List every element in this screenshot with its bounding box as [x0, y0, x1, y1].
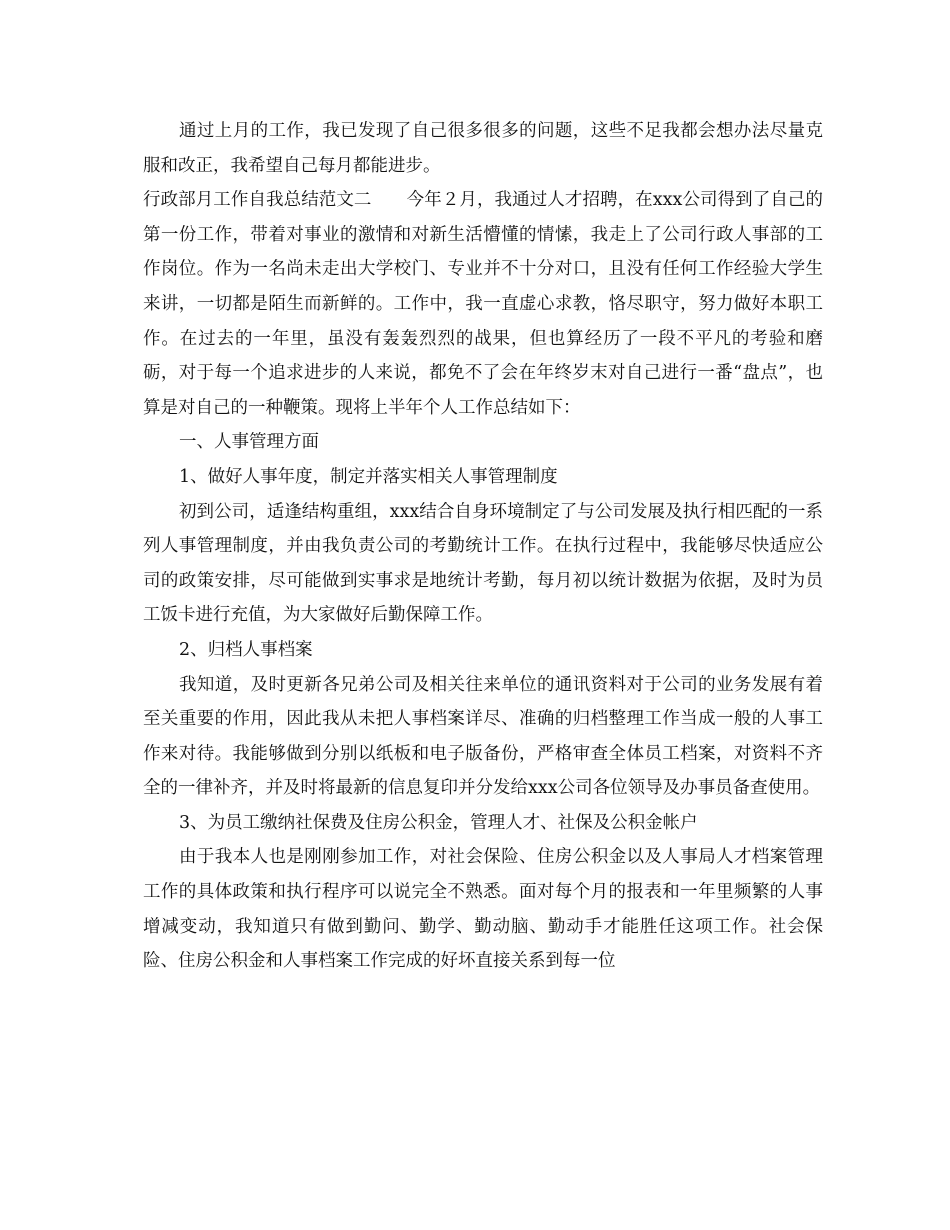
section-heading-personnel: 一、人事管理方面	[179, 432, 319, 453]
paragraph-3: 由于我本人也是刚刚参加工作，对社会保险、住房公积金以及人事局人才档案管理工作的具体政策和执行程序可以说完全不熟悉。面对每个月的报表和一年里频繁的人事增减变动，我知道只有做到勤问、勤学、勤动脑、勤动手才能胜任这项工作。社会保险、住房公积金和人事档案工作完成的好坏直接关系到每一位	[143, 847, 823, 972]
subheading-2: 2、归档人事档案	[179, 639, 313, 660]
paragraph-intro: 通过上月的工作，我已发现了自己很多很多的问题，这些不足我都会想办法尽量克服和改正，我希望自己每月都能进步。	[143, 121, 823, 176]
subheading-3: 3、为员工缴纳社保费及住房公积金，管理人才、社保及公积金帐户	[179, 812, 698, 833]
paragraph-1: 初到公司，适逢结构重组，xxx结合自身环境制定了与公司发展及执行相匹配的一系列人事管理制度，并由我负责公司的考勤统计工作。在执行过程中，我能够尽快适应公司的政策安排，尽可能做到实事求是地统计考勤，每月初以统计数据为依据，及时为员工饭卡进行充值，为大家做好后勤保障工作。	[143, 501, 823, 626]
document-body	[143, 114, 823, 979]
paragraph-summary-title: 行政部月工作自我总结范文二 今年２月，我通过人才招聘，在xxx公司得到了自己的第一份工作，带着对事业的激情和对新生活懵懂的情愫，我走上了公司行政人事部的工作岗位。作为一名尚未走出大学校门、专业并不十分对口，且没有任何工作经验大学生来讲，一切都是陌生而新鲜的。工作中，我一直虚心求教，恪尽职守，努力做好本职工作。在过去的一年里，虽没有轰轰烈烈的战果，但也算经历了一段不平凡的考验和磨砺，对于每一个追求进步的人来说，都免不了会在年终岁末对自己进行一番“盘点”，也算是对自己的一种鞭策。现将上半年个人工作总结如下：	[143, 190, 823, 418]
subheading-1: 1、做好人事年度，制定并落实相关人事管理制度	[179, 466, 558, 487]
paragraph-2: 我知道，及时更新各兄弟公司及相关往来单位的通讯资料对于公司的业务发展有着至关重要的作用，因此我从未把人事档案详尽、准确的归档整理工作当成一般的人事工作来对待。我能够做到分别以纸板和电子版备份，严格审查全体员工档案，对资料不齐全的一律补齐，并及时将最新的信息复印并分发给xxx公司各位领导及办事员备查使用。	[143, 674, 823, 799]
